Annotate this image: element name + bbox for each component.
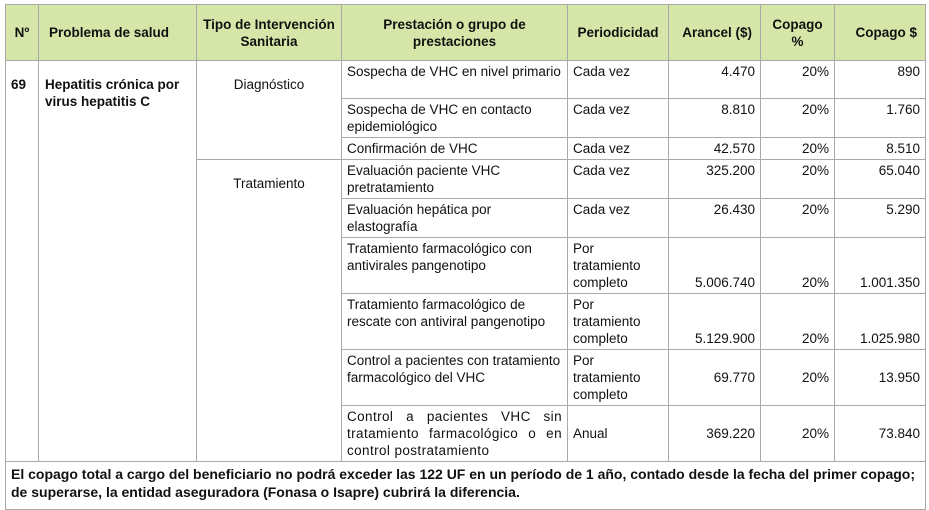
periodicity-cell: Cada vez — [568, 99, 669, 138]
service-cell: Sospecha de VHC en contacto epidemiológico — [342, 99, 568, 138]
copay-amount-cell: 5.290 — [835, 199, 926, 238]
copay-percent-cell: 20% — [761, 160, 835, 199]
periodicity-cell: Cada vez — [568, 138, 669, 160]
copay-amount-cell: 8.510 — [835, 138, 926, 160]
header-periodicity: Periodicidad — [568, 5, 669, 61]
header-intervention-type: Tipo de Intervención Sanitaria — [197, 5, 342, 61]
periodicity-cell: Por tratamiento completo — [568, 238, 669, 294]
health-benefits-table-wrapper — [5, 4, 925, 510]
periodicity-cell: Por tratamiento completo — [568, 350, 669, 406]
copay-amount-cell: 1.001.350 — [835, 238, 926, 294]
fee-cell: 5.006.740 — [669, 238, 761, 294]
service-cell: Control a pacientes con tratamiento farmacológico del VHC — [342, 350, 568, 406]
group-tratamiento: Tratamiento — [197, 160, 342, 462]
periodicity-cell: Por tratamiento completo — [568, 294, 669, 350]
fee-cell: 5.129.900 — [669, 294, 761, 350]
health-benefits-table — [5, 4, 926, 510]
copay-percent-cell: 20% — [761, 238, 835, 294]
copay-percent-cell: 20% — [761, 350, 835, 406]
service-cell: Control a pacientes VHC sin tratamiento farmacológico o en control postratamiento — [342, 406, 568, 462]
header-copay-percent: Copago % — [761, 5, 835, 61]
service-cell: Evaluación paciente VHC pretratamiento — [342, 160, 568, 199]
service-cell: Tratamiento farmacológico con antivirales pangenotipo — [342, 238, 568, 294]
copay-amount-cell: 1.760 — [835, 99, 926, 138]
copay-percent-cell: 20% — [761, 406, 835, 462]
service-cell: Evaluación hepática por elastografía — [342, 199, 568, 238]
periodicity-cell: Cada vez — [568, 160, 669, 199]
footer-row — [6, 462, 926, 510]
copay-amount-cell: 13.950 — [835, 350, 926, 406]
service-cell: Tratamiento farmacológico de rescate con antiviral pangenotipo — [342, 294, 568, 350]
fee-cell: 69.770 — [669, 350, 761, 406]
copay-percent-cell: 20% — [761, 61, 835, 99]
fee-cell: 4.470 — [669, 61, 761, 99]
fee-cell: 42.570 — [669, 138, 761, 160]
copay-percent-cell: 20% — [761, 294, 835, 350]
copay-amount-cell: 890 — [835, 61, 926, 99]
copay-amount-cell: 73.840 — [835, 406, 926, 462]
copay-limit-note: El copago total a cargo del beneficiario no podrá exceder las 122 UF en un período de 1 año, contado desde la fecha del primer copago; de superarse, la entidad aseguradora (Fonasa o Isapre) cubrirá la diferencia. — [6, 462, 926, 510]
copay-amount-cell: 65.040 — [835, 160, 926, 199]
service-cell: Sospecha de VHC en nivel primario — [342, 61, 568, 99]
copay-percent-cell: 20% — [761, 138, 835, 160]
problem-number: 69 — [6, 61, 39, 462]
fee-cell: 325.200 — [669, 160, 761, 199]
fee-cell: 369.220 — [669, 406, 761, 462]
problem-name: Hepatitis crónica por virus hepatitis C — [39, 61, 197, 462]
service-cell: Confirmación de VHC — [342, 138, 568, 160]
fee-cell: 8.810 — [669, 99, 761, 138]
header-copay-amount: Copago $ — [835, 5, 926, 61]
table-row — [6, 61, 926, 99]
header-health-problem: Problema de salud — [39, 5, 197, 61]
header-number: Nº — [6, 5, 39, 61]
table-header-row — [6, 5, 926, 61]
copay-percent-cell: 20% — [761, 199, 835, 238]
copay-percent-cell: 20% — [761, 99, 835, 138]
group-diagnostico: Diagnóstico — [197, 61, 342, 160]
fee-cell: 26.430 — [669, 199, 761, 238]
periodicity-cell: Anual — [568, 406, 669, 462]
periodicity-cell: Cada vez — [568, 61, 669, 99]
header-service: Prestación o grupo de prestaciones — [342, 5, 568, 61]
header-fee: Arancel ($) — [669, 5, 761, 61]
copay-amount-cell: 1.025.980 — [835, 294, 926, 350]
periodicity-cell: Cada vez — [568, 199, 669, 238]
